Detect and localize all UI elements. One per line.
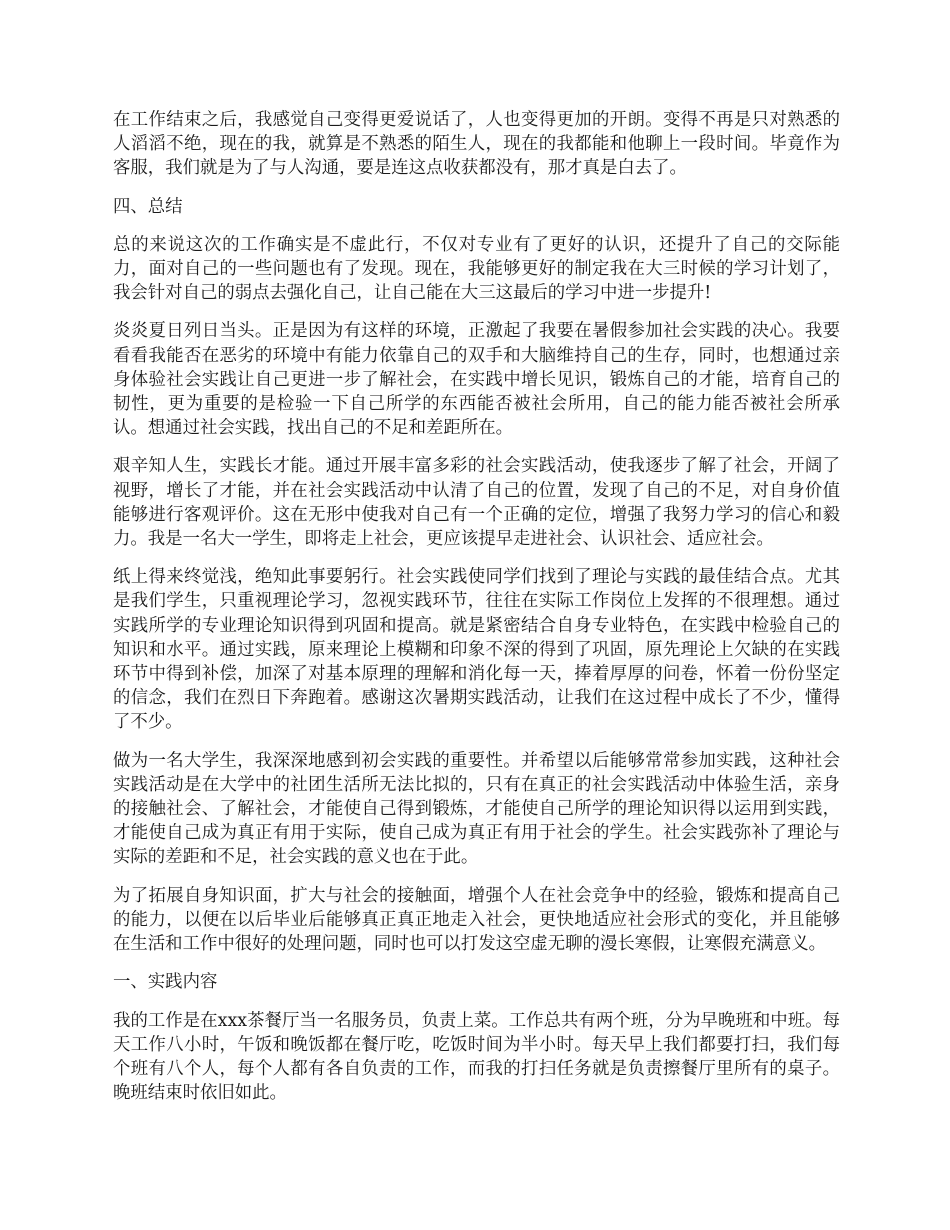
document-body — [113, 108, 840, 1119]
section-heading-summary: 四、总结 — [113, 196, 183, 217]
paragraph-conversation-gain: 在工作结束之后，我感觉自己变得更爱说话了，人也变得更加的开朗。变得不再是只对熟悉的人滔滔不绝，现在的我，就算是不熟悉的陌生人，现在的我都能和他聊上一段时间。毕竟作为客服，我们就是为了与人沟通，要是连这点收获都没有，那才真是白去了。 — [113, 110, 840, 179]
paragraph-summary: 总的来说这次的工作确实是不虚此行，不仅对专业有了更好的认识，还提升了自己的交际能力，面对自己的一些问题也有了发现。现在，我能够更好的制定我在大三时候的学习计划了，我会针对自己的弱点去强化自己，让自己能在大三这最后的学习中进一步提升! — [113, 234, 840, 304]
paragraph-theory-practice: 纸上得来终觉浅，绝知此事要躬行。社会实践使同学们找到了理论与实践的最佳结合点。尤其是我们学生，只重视理论学习，忽视实践环节，往往在实际工作岗位上发挥的不很理想。通过实践所学的专业理论知识得到巩固和提高。就是紧密结合自身专业特色，在实践中检验自己的知识和水平。通过实践，原来理论上模糊和印象不深的得到了巩固，原先理论上欠缺的在实践环节中得到补偿，加深了对基本原理的理解和消化每一天，捧着厚厚的问卷，怀着一份份坚定的信念，我们在烈日下奔跑着。感谢这次暑期实践活动，让我们在这过程中成长了不少，懂得了不少。 — [113, 567, 840, 733]
paragraph-purpose: 为了拓展自身知识面，扩大与社会的接触面，增强个人在社会竞争中的经验，锻炼和提高自己的能力，以便在以后毕业后能够真正真正地走入社会，更快地适应社会形式的变化，并且能够在生活和工作中很好的处理问题，同时也可以打发这空虚无聊的漫长寒假，让寒假充满意义。 — [113, 885, 840, 955]
paragraph-practice-growth: 艰辛知人生，实践长才能。通过开展丰富多彩的社会实践活动，使我逐步了解了社会，开阔了视野，增长了才能，并在社会实践活动中认清了自己的位置，发现了自己的不足，对自身价值能够进行客观评价。这在无形中使我对自己有一个正确的定位，增强了我努力学习的信心和毅力。我是一名大一学生，即将走上社会，更应该提早走进社会、认识社会、适应社会。 — [113, 456, 840, 550]
section-heading-practice-content: 一、实践内容 — [113, 972, 218, 993]
paragraph-job-description: 我的工作是在xxx茶餐厅当一名服务员，负责上菜。工作总共有两个班，分为早晚班和中班。每天工作八小时，午饭和晚饭都在餐厅吃，吃饭时间为半小时。每天早上我们都要打扫，我们每个班有八个人，每个人都有各自负责的工作，而我的打扫任务就是负责擦餐厅里所有的桌子。晚班结束时依旧如此。 — [113, 1010, 840, 1104]
paragraph-summer-resolve: 炎炎夏日列日当头。正是因为有这样的环境，正激起了我要在暑假参加社会实践的决心。我要看看我能否在恶劣的环境中有能力依靠自己的双手和大脑维持自己的生存，同时，也想通过亲身体验社会实践让自己更进一步了解社会，在实践中增长见识，锻炼自己的才能，培育自己的韧性，更为重要的是检验一下自己所学的东西能否被社会所用，自己的能力能否被社会所承认。想通过社会实践，找出自己的不足和差距所在。 — [113, 321, 840, 439]
paragraph-importance: 做为一名大学生，我深深地感到初会实践的重要性。并希望以后能够常常参加实践，这种社会实践活动是在大学中的社团生活所无法比拟的，只有在真正的社会实践活动中体验生活，亲身的接触社会、了解社会，才能使自己得到锻炼，才能使自己所学的理论知识得以运用到实践，才能使自己成为真正有用于实际，使自己成为真正有用于社会的学生。社会实践弥补了理论与实际的差距和不足，社会实践的意义也在于此。 — [113, 750, 840, 868]
